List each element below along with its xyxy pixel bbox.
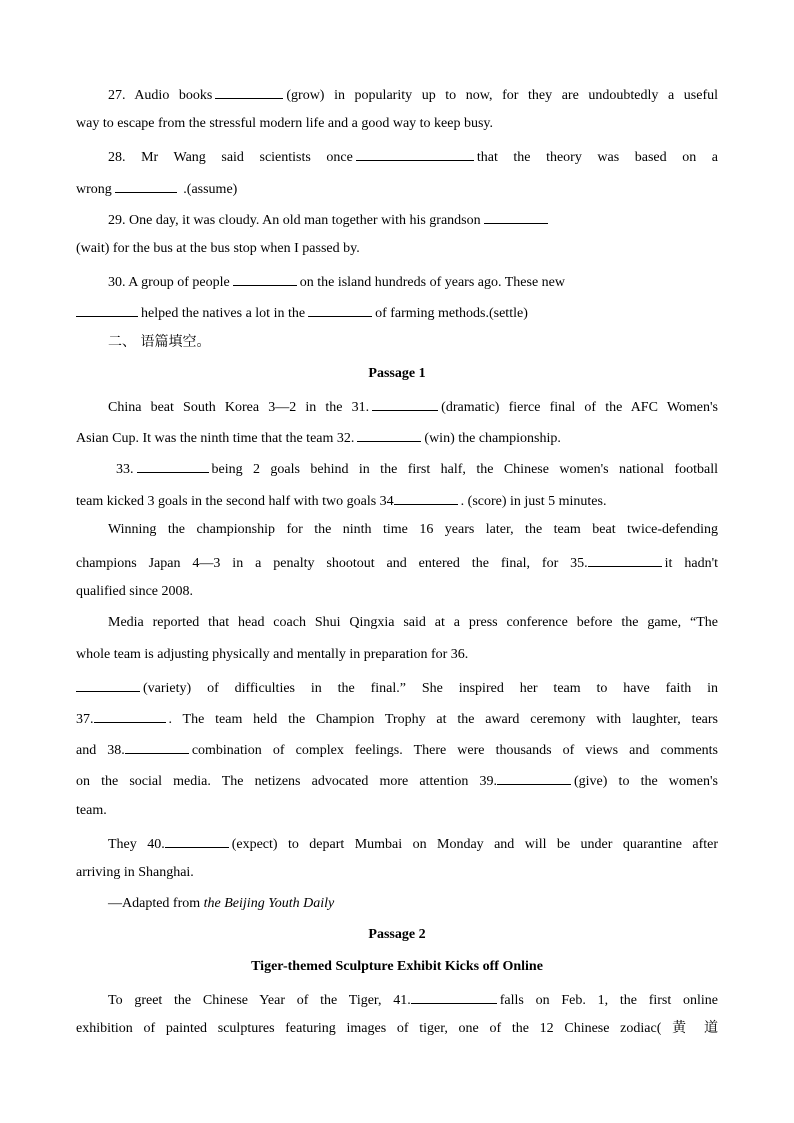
blank-34[interactable] [394,489,458,505]
q30-text-b: on the island hundreds of years ago. These new [299,275,566,290]
q28-text-c: wrong [76,182,112,197]
blank-31[interactable] [372,395,438,411]
source-title: the Beijing Youth Daily [203,896,335,911]
passage-1-source [108,894,718,914]
p1-text: (give) to the women's [574,774,718,789]
blank-38[interactable] [125,738,189,754]
q29-text-a: 29. One day, it was cloudy. An old man together with his grandson [108,213,481,228]
p1-para4-line-4 [76,707,718,730]
p2-text: To greet the Chinese Year of the Tiger, 41. [108,993,411,1008]
q30-blank-1[interactable] [233,270,297,286]
p1-para5-line-2: arriving in Shanghai. [76,865,194,880]
p1-para3-line-3: qualified since 2008. [76,584,194,599]
p1-para5-line-1 [108,832,718,855]
q29-blank[interactable] [484,208,548,224]
p1-text: . The team held the Champion Trophy at the award ceremony with laughter, tears [168,712,718,727]
question-27-line-1 [108,83,718,106]
q28-blank-1[interactable] [356,145,474,161]
question-28-line-2 [76,177,718,200]
q27-text-b: (grow) in popularity up to now, for they are undoubtedly a useful [286,88,718,103]
p1-text: They 40. [108,837,165,852]
passage-2-heading: Passage 2 [368,927,426,942]
section-2-title: 二、 语篇填空。 [108,334,211,350]
p1-para4-line-6 [76,769,718,792]
p1-para4-line-1: Media reported that head coach Shui Qingxia said at a press conference before the game, “The [108,615,718,630]
blank-35[interactable] [588,551,662,567]
p1-para4-line-3 [76,676,718,699]
blank-32[interactable] [357,426,421,442]
p1-para2-line-2 [76,489,718,512]
p1-text: . (score) in just 5 minutes. [460,494,607,509]
q27-blank[interactable] [215,83,283,99]
p1-para4-line-7: team. [76,803,107,818]
p1-text: being 2 goals behind in the first half, the Chinese women's national football [211,462,718,477]
source-prefix: —Adapted from [108,896,204,911]
p1-para1-line-2 [76,426,718,449]
p1-para3-line-2 [76,551,718,574]
p1-para4-line-2: whole team is adjusting physically and mentally in preparation for 36. [76,647,469,662]
p1-text: Asian Cup. It was the ninth time that the team 32. [76,431,355,446]
q28-text-b: that the theory was based on a [476,150,718,165]
p1-text: (win) the championship. [424,431,561,446]
passage-1-heading: Passage 1 [368,366,426,381]
q30-blank-3[interactable] [308,301,372,317]
question-30-line-2 [76,301,718,324]
q27-text-a: 27. Audio books [108,88,213,103]
p1-text: (expect) to depart Mumbai on Monday and will be under quarantine after [231,837,719,852]
passage-2-title: Tiger-themed Sculpture Exhibit Kicks off Online [251,959,543,974]
p1-para3-line-1: Winning the championship for the ninth time 16 years later, the team beat twice-defending [108,522,718,537]
q30-text-d: of farming methods.(settle) [375,306,528,321]
blank-33[interactable] [137,457,209,473]
blank-41[interactable] [411,988,497,1004]
q28-text-a: 28. Mr Wang said scientists once [108,150,353,165]
p1-text: it hadn't [664,556,719,571]
blank-36[interactable] [76,676,140,692]
blank-37[interactable] [94,707,166,723]
p1-text: team kicked 3 goals in the second half with two goals 34 [76,494,394,509]
question-28-line-1 [108,145,718,168]
question-30-line-1 [108,270,718,293]
p1-text: and 38. [76,743,125,758]
p1-text: (dramatic) fierce final of the AFC Women's [441,400,718,415]
p1-para2-line-1 [116,457,718,480]
q30-text-c: helped the natives a lot in the [141,306,306,321]
p2-line-2: exhibition of painted sculptures featuring images of tiger, one of the 12 Chinese zodiac( 黄 道 [76,1021,718,1036]
p1-text: (variety) of difficulties in the final.” She inspired her team to have faith in [143,681,718,696]
blank-39[interactable] [497,769,571,785]
q30-text-a: 30. A group of people [108,275,230,290]
q28-blank-2[interactable] [115,177,177,193]
p2-line-1 [108,988,718,1011]
p1-text: 37. [76,712,94,727]
p1-text: combination of complex feelings. There were thousands of views and comments [191,743,718,758]
question-27-line-2: way to escape from the stressful modern life and a good way to keep busy. [76,116,494,131]
p1-text: on the social media. The netizens advocated more attention 39. [76,774,497,789]
p1-text: champions Japan 4—3 in a penalty shootout and entered the final, for 35. [76,556,588,571]
p1-text: China beat South Korea 3—2 in the 31. [108,400,370,415]
blank-40[interactable] [165,832,229,848]
q30-blank-2[interactable] [76,301,138,317]
question-29-line-2: (wait) for the bus at the bus stop when I passed by. [76,241,360,256]
p1-para4-line-5 [76,738,718,761]
p1-para1-line-1 [108,395,718,418]
p2-text: falls on Feb. 1, the first online [499,993,718,1008]
p1-text: 33. [116,462,134,477]
q28-text-d: .(assume) [179,182,238,197]
question-29-line-1 [108,208,718,231]
